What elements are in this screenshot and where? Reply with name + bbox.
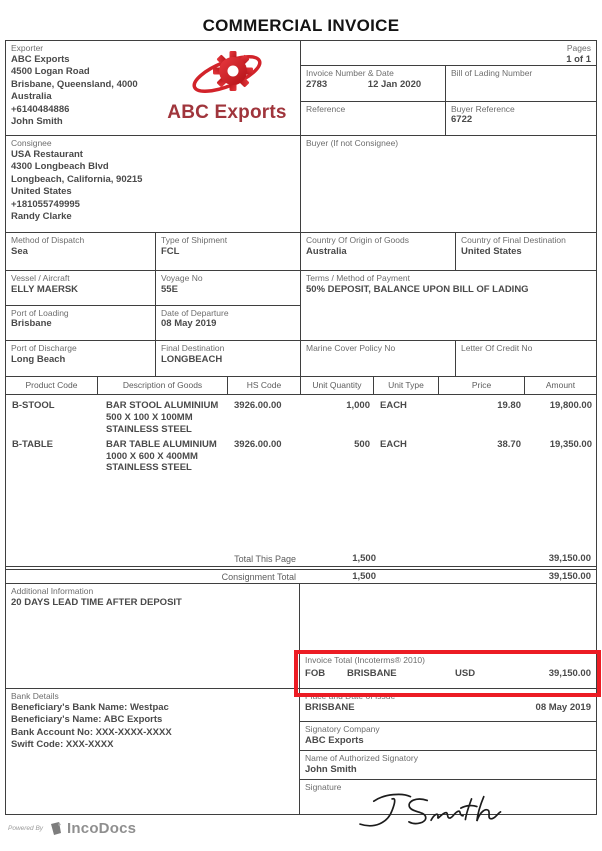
incoterm-place: BRISBANE	[347, 667, 397, 679]
method-of-dispatch-section: Method of Dispatch Sea	[6, 233, 156, 270]
bank-details-section: Bank Details Beneficiary's Bank Name: Westpac Beneficiary's Name: ABC Exports Bank Account No: XXX-XXXX-XXXX Swift Code: XXX-XXXX	[6, 689, 300, 814]
payment-terms-section: Terms / Method of Payment 50% DEPOSIT, BALANCE UPON BILL OF LADING	[306, 273, 529, 295]
marine-cover-section: Marine Cover Policy No	[301, 341, 456, 376]
incodocs-logo-icon	[49, 821, 63, 836]
company-logo	[162, 47, 292, 124]
document-title: COMMERCIAL INVOICE	[202, 16, 400, 35]
authorized-signatory-section: Name of Authorized Signatory John Smith	[300, 751, 596, 780]
port-of-loading-section: Port of Loading Brisbane	[6, 306, 156, 341]
totals-section	[6, 551, 596, 584]
footer	[8, 820, 136, 837]
header-band	[6, 41, 596, 136]
consignee-section: Consignee USA Restaurant 4300 Longbeach Blvd Longbeach, California, 90215 United States +181055749995 Randy Clarke	[6, 136, 301, 232]
exporter-address: ABC Exports 4500 Logan Road Brisbane, Queensland, 4000 Australia +6140484886 John Smith	[11, 53, 138, 128]
invoice-date-value: 12 Jan 2020	[367, 78, 422, 90]
invoice-number-value: 2783	[306, 78, 328, 90]
letter-of-credit-section: Letter Of Credit No	[461, 343, 533, 353]
goods-table-header: Product Code Description of Goods HS Code Unit Quantity Unit Type Price Amount	[6, 377, 596, 395]
port-of-discharge-section: Port of Discharge Long Beach	[6, 341, 156, 376]
unit-quantity: 1,000	[346, 400, 370, 411]
additional-info-section: Additional Information 20 DAYS LEAD TIME AFTER DEPOSIT	[6, 584, 300, 688]
invoice-total-amount: 39,150.00	[548, 667, 591, 679]
issue-place: BRISBANE	[305, 701, 355, 713]
final-destination-section: Final Destination LONGBEACH	[156, 341, 301, 376]
gear-orbit-icon	[167, 47, 287, 99]
exporter-section	[6, 41, 301, 135]
currency-value: USD	[455, 667, 476, 679]
reference-section: Reference	[301, 102, 446, 136]
invoice-number-section: Invoice Number & Date 2783 12 Jan 2020	[301, 66, 446, 101]
goods-description: BAR TABLE ALUMINIUM 1000 X 600 X 400MM STAINLESS STEEL	[106, 438, 217, 474]
pages-value: 1 of 1	[566, 53, 591, 65]
footer-brand: IncoDocs	[67, 820, 137, 837]
product-code: B-TABLE	[12, 438, 53, 450]
final-destination-country-section: Country of Final Destination United States	[461, 235, 566, 257]
hs-code: 3926.00.00	[234, 438, 282, 450]
unit-type: EACH	[380, 400, 407, 411]
line-amount: 19,350.00	[549, 438, 592, 450]
pages-box	[301, 41, 596, 66]
buyer-section: Buyer (If not Consignee)	[306, 138, 399, 148]
unit-price: 19.80	[497, 400, 521, 411]
empty-box	[300, 584, 596, 652]
signature-icon	[333, 789, 523, 831]
issue-date: 08 May 2019	[535, 701, 591, 713]
goods-description: BAR STOOL ALUMINIUM 500 X 100 X 100MM STAINLESS STEEL	[106, 400, 219, 435]
exporter-label: Exporter	[11, 43, 44, 53]
bank-details-lines: Beneficiary's Bank Name: Westpac Beneficiary's Name: ABC Exports Bank Account No: XXX-XXXX-XXXX Swift Code: XXX-XXXX	[11, 701, 172, 751]
departure-date-section: Date of Departure 08 May 2019	[161, 307, 229, 330]
unit-type: EACH	[380, 438, 407, 450]
table-row	[6, 436, 596, 475]
header-right-column	[301, 41, 596, 135]
table-row	[6, 397, 596, 436]
vessel-section: Vessel / Aircraft ELLY MAERSK	[6, 271, 156, 305]
total-this-page-row: Total This Page 1,500 39,150.00	[6, 551, 596, 567]
voyage-section: Voyage No 55E	[161, 273, 203, 295]
bill-of-lading-section: Bill of Lading Number	[451, 68, 533, 78]
type-of-shipment-section: Type of Shipment FCL	[156, 233, 301, 270]
invoice-grid	[5, 40, 597, 815]
hs-code: 3926.00.00	[234, 400, 282, 411]
unit-price: 38.70	[497, 438, 521, 450]
unit-quantity: 500	[354, 438, 370, 450]
brand-name: ABC Exports	[167, 102, 287, 123]
signatory-company-section: Signatory Company ABC Exports	[300, 722, 596, 751]
invoice-total-section: Invoice Total (Incoterms® 2010) FOB BRISBANE USD 39,150.00	[300, 652, 596, 688]
buyer-reference-section: Buyer Reference 6722	[451, 103, 515, 126]
goods-table-body	[6, 395, 596, 551]
pages-label: Pages	[566, 43, 591, 53]
signature-section: Signature	[300, 780, 596, 814]
consignee-address: USA Restaurant 4300 Longbeach Blvd Longbeach, California, 90215 United States +181055749995 Randy Clarke	[11, 148, 143, 223]
powered-by-label: Powered By	[8, 825, 44, 832]
origin-country-section: Country Of Origin of Goods Australia	[301, 233, 456, 270]
product-code: B-STOOL	[12, 400, 55, 411]
consignment-total-row: Consignment Total 1,500 39,150.00	[6, 569, 596, 584]
line-amount: 19,800.00	[549, 400, 592, 411]
incoterm-value: FOB	[305, 667, 326, 679]
place-date-of-issue-section: Place and Date of Issue BRISBANE 08 May 2019	[300, 689, 596, 722]
